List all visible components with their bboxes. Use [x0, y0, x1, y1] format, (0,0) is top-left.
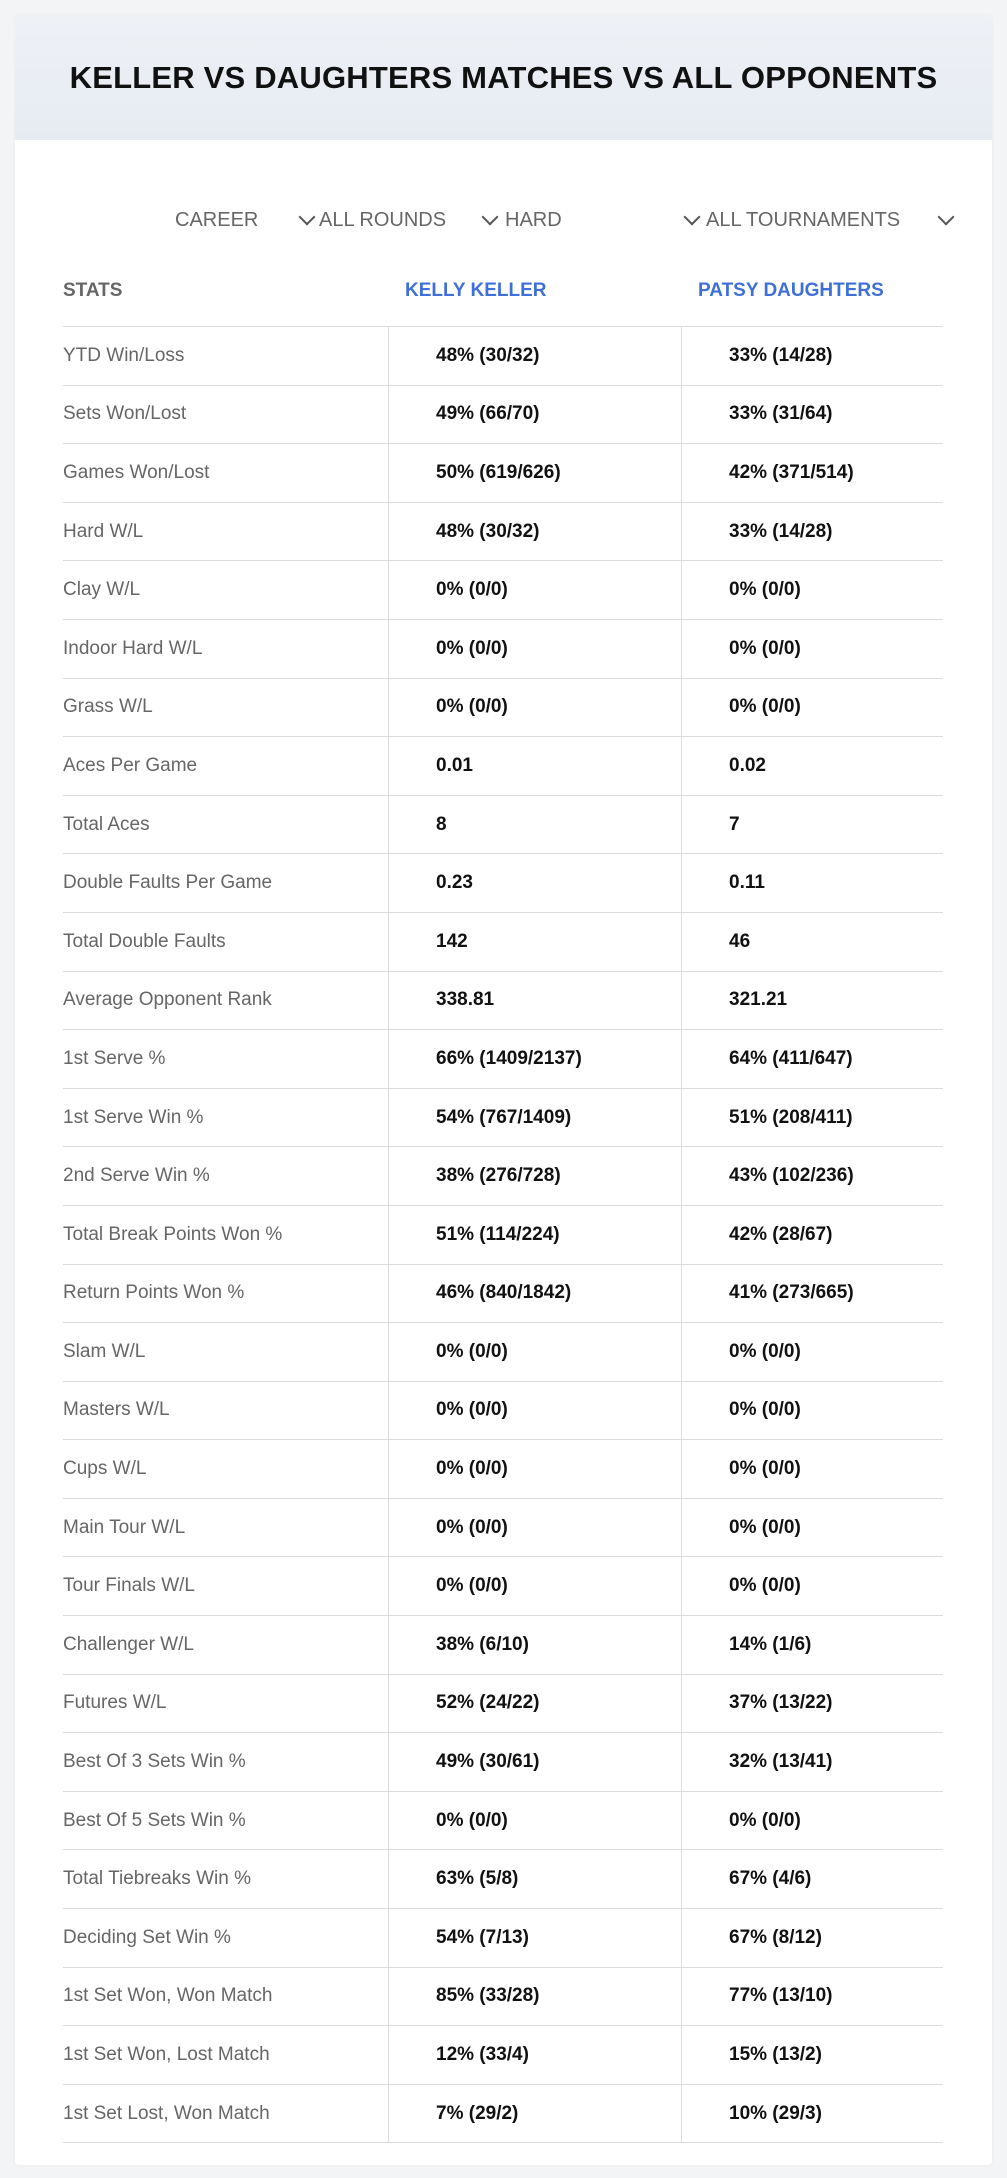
player2-value: 51% (208/411) [681, 1089, 943, 1147]
player1-value: 52% (24/22) [388, 1675, 681, 1733]
stat-label: Slam W/L [63, 1340, 146, 1362]
player2-value: 64% (411/647) [681, 1030, 943, 1088]
player2-value: 77% (13/10) [681, 1968, 943, 2026]
player2-value: 7 [681, 796, 943, 854]
table-row [63, 1968, 943, 2027]
table-row [63, 386, 943, 445]
player1-value: 46% (840/1842) [388, 1265, 681, 1323]
player1-value: 63% (5/8) [388, 1850, 681, 1908]
filter-period-value: CAREER [175, 208, 259, 231]
filter-surface-select[interactable] [505, 190, 698, 250]
table-row [63, 1030, 943, 1089]
table-row [63, 854, 943, 913]
filter-surface-value: HARD [505, 208, 562, 231]
player2-value: 67% (8/12) [681, 1909, 943, 1967]
player2-value: 0% (0/0) [681, 561, 943, 619]
table-body [63, 327, 943, 2143]
player2-value: 43% (102/236) [681, 1147, 943, 1205]
player2-value: 0% (0/0) [681, 1792, 943, 1850]
player1-value: 0% (0/0) [388, 679, 681, 737]
player1-value: 0.01 [388, 737, 681, 795]
stat-label: Cups W/L [63, 1458, 147, 1480]
player2-value: 33% (14/28) [681, 327, 943, 385]
player1-value: 38% (6/10) [388, 1616, 681, 1674]
player1-value: 0% (0/0) [388, 620, 681, 678]
player2-value: 0% (0/0) [681, 1382, 943, 1440]
stat-label: Sets Won/Lost [63, 403, 187, 425]
stat-label: 1st Serve % [63, 1047, 166, 1069]
player2-value: 0% (0/0) [681, 1499, 943, 1557]
player2-value: 67% (4/6) [681, 1850, 943, 1908]
table-row [63, 1733, 943, 1792]
player1-value: 54% (7/13) [388, 1909, 681, 1967]
table-row [63, 1206, 943, 1265]
stat-label: Total Aces [63, 813, 150, 835]
stat-label: YTD Win/Loss [63, 344, 185, 366]
player2-value: 33% (14/28) [681, 503, 943, 561]
stat-label: Hard W/L [63, 520, 144, 542]
table-row [63, 913, 943, 972]
stat-label: Total Tiebreaks Win % [63, 1868, 251, 1890]
stat-label: Grass W/L [63, 696, 153, 718]
player1-value: 0.23 [388, 854, 681, 912]
player1-value: 8 [388, 796, 681, 854]
player1-value: 0% (0/0) [388, 1499, 681, 1557]
player2-value: 37% (13/22) [681, 1675, 943, 1733]
player2-value: 0.02 [681, 737, 943, 795]
stat-label: Challenger W/L [63, 1633, 194, 1655]
table-row [63, 972, 943, 1031]
stats-column-header: STATS [63, 279, 123, 301]
table-row [63, 1440, 943, 1499]
table-row [63, 1089, 943, 1148]
stat-label: Masters W/L [63, 1399, 170, 1421]
table-row [63, 1675, 943, 1734]
player2-value: 15% (13/2) [681, 2026, 943, 2084]
player1-value: 338.81 [388, 972, 681, 1030]
stats-table [63, 255, 943, 2143]
player2-value: 0% (0/0) [681, 1323, 943, 1381]
player1-value: 0% (0/0) [388, 1382, 681, 1440]
player2-value: 33% (31/64) [681, 386, 943, 444]
filter-period-select[interactable] [175, 190, 313, 250]
filter-round-select[interactable] [319, 190, 496, 250]
player2-value: 321.21 [681, 972, 943, 1030]
stat-label: Double Faults Per Game [63, 872, 273, 894]
filter-tournament-value: ALL TOURNAMENTS [706, 208, 901, 231]
stat-label: Aces Per Game [63, 754, 198, 776]
table-row [63, 737, 943, 796]
stat-label: Total Double Faults [63, 930, 226, 952]
stat-label: Tour Finals W/L [63, 1575, 195, 1597]
player2-link[interactable]: PATSY DAUGHTERS [698, 279, 884, 301]
table-row [63, 2085, 943, 2144]
table-row [63, 1265, 943, 1324]
player1-value: 48% (30/32) [388, 503, 681, 561]
table-row [63, 1499, 943, 1558]
player1-value: 38% (276/728) [388, 1147, 681, 1205]
chevron-down-icon [938, 209, 955, 226]
filter-tournament-select[interactable] [706, 190, 952, 250]
filter-bar [15, 190, 992, 250]
table-row [63, 679, 943, 738]
chevron-down-icon [482, 209, 499, 226]
player2-value: 41% (273/665) [681, 1265, 943, 1323]
filter-round-value: ALL ROUNDS [319, 208, 447, 231]
table-row [63, 1792, 943, 1851]
chevron-down-icon [299, 209, 316, 226]
player2-value: 0.11 [681, 854, 943, 912]
table-row [63, 620, 943, 679]
player1-value: 142 [388, 913, 681, 971]
player2-value: 0% (0/0) [681, 679, 943, 737]
player1-value: 54% (767/1409) [388, 1089, 681, 1147]
table-row [63, 1382, 943, 1441]
player1-value: 85% (33/28) [388, 1968, 681, 2026]
player1-value: 0% (0/0) [388, 1792, 681, 1850]
stat-label: 1st Set Won, Won Match [63, 1985, 273, 2007]
table-row [63, 796, 943, 855]
player1-link[interactable]: KELLY KELLER [405, 279, 547, 301]
stat-label: 1st Serve Win % [63, 1106, 204, 1128]
table-row [63, 444, 943, 503]
stat-label: Best Of 3 Sets Win % [63, 1751, 246, 1773]
player2-value: 42% (371/514) [681, 444, 943, 502]
table-row [63, 1909, 943, 1968]
player1-value: 0% (0/0) [388, 561, 681, 619]
table-header [63, 255, 943, 327]
player1-value: 0% (0/0) [388, 1440, 681, 1498]
table-row [63, 327, 943, 386]
player2-value: 0% (0/0) [681, 1440, 943, 1498]
player1-value: 49% (66/70) [388, 386, 681, 444]
player2-value: 46 [681, 913, 943, 971]
stat-label: 1st Set Lost, Won Match [63, 2102, 270, 2124]
player2-value: 14% (1/6) [681, 1616, 943, 1674]
player1-value: 49% (30/61) [388, 1733, 681, 1791]
player2-value: 0% (0/0) [681, 620, 943, 678]
player2-value: 42% (28/67) [681, 1206, 943, 1264]
stat-label: Indoor Hard W/L [63, 637, 203, 659]
stat-label: Average Opponent Rank [63, 989, 272, 1011]
stat-label: Deciding Set Win % [63, 1926, 231, 1948]
player2-value: 0% (0/0) [681, 1557, 943, 1615]
player1-value: 48% (30/32) [388, 327, 681, 385]
table-row [63, 2026, 943, 2085]
player1-value: 7% (29/2) [388, 2085, 681, 2143]
stat-label: Futures W/L [63, 1692, 167, 1714]
stat-label: Best Of 5 Sets Win % [63, 1809, 246, 1831]
table-row [63, 1557, 943, 1616]
stat-label: Total Break Points Won % [63, 1223, 283, 1245]
stat-label: Games Won/Lost [63, 461, 210, 483]
card-header [15, 15, 992, 140]
table-row [63, 1850, 943, 1909]
table-row [63, 1147, 943, 1206]
player1-value: 50% (619/626) [388, 444, 681, 502]
page-title: KELLER VS DAUGHTERS MATCHES VS ALL OPPONENTS [69, 59, 938, 95]
table-row [63, 561, 943, 620]
stat-label: Main Tour W/L [63, 1516, 186, 1538]
player2-value: 10% (29/3) [681, 2085, 943, 2143]
stat-label: 2nd Serve Win % [63, 1165, 210, 1187]
player2-value: 32% (13/41) [681, 1733, 943, 1791]
table-row [63, 503, 943, 562]
table-row [63, 1616, 943, 1675]
player1-value: 12% (33/4) [388, 2026, 681, 2084]
stat-label: 1st Set Won, Lost Match [63, 2044, 270, 2066]
player1-value: 51% (114/224) [388, 1206, 681, 1264]
player1-value: 0% (0/0) [388, 1557, 681, 1615]
table-row [63, 1323, 943, 1382]
stats-card [15, 15, 992, 2165]
player1-value: 66% (1409/2137) [388, 1030, 681, 1088]
chevron-down-icon [684, 209, 701, 226]
stat-label: Return Points Won % [63, 1282, 245, 1304]
stat-label: Clay W/L [63, 579, 141, 601]
player1-value: 0% (0/0) [388, 1323, 681, 1381]
